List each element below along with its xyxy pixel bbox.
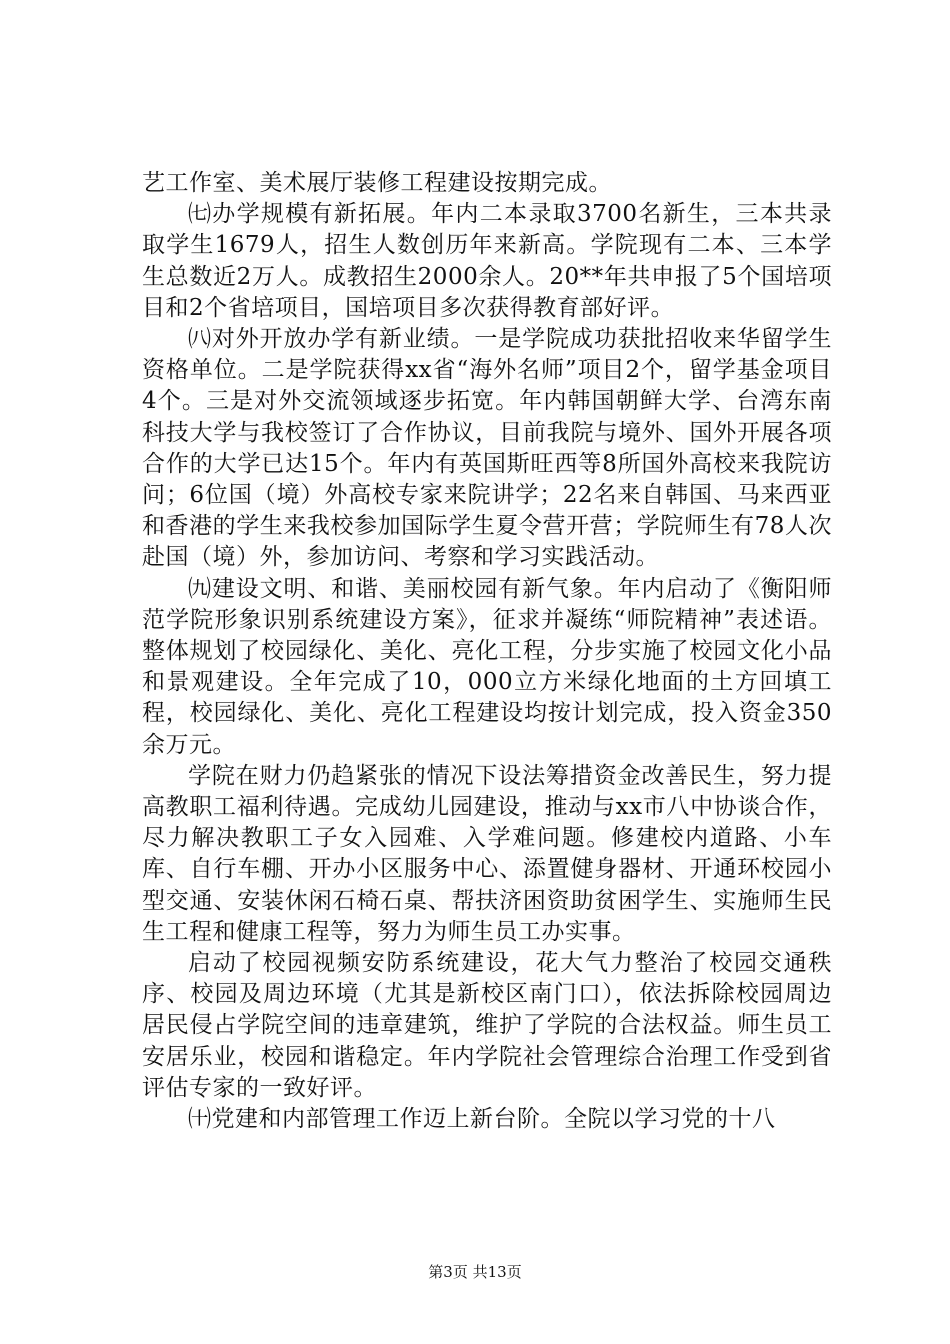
paragraph-enrollment: ㈦办学规模有新拓展。年内二本录取3700名新生，三本共录取学生1679人，招生人数创历年来新高。学院现有二本、三本学生总数近2万人。成教招生2000余人。20**年共申报了5个国培项目和2个省培项目，国培项目多次获得教育部好评。 <box>142 201 832 321</box>
paragraph-welfare: 学院在财力仍趋紧张的情况下设法筹措资金改善民生，努力提高教职工福利待遇。完成幼儿园建设，推动与xx市八中协谈合作，尽力解决教职工子女入园难、入学难问题。修建校内道路、小车库、自行车棚、开办小区服务中心、添置健身器材、开通环校园小型交通、安装休闲石椅石桌、帮扶济困资助贫困学生、实施师生民生工程和健康工程等，努力为师生员工办实事。 <box>142 762 832 945</box>
paragraph-party-building: ㈩党建和内部管理工作迈上新台阶。全院以学习党的十八 <box>188 1106 776 1133</box>
page-footer: 第3页 共13页 <box>428 1263 522 1281</box>
paragraph-continuation: 艺工作室、美术展厅装修工程建设按期完成。 <box>142 170 612 196</box>
paragraph-security: 启动了校园视频安防系统建设，花大气力整治了校园交通秩序、校园及周边环境（尤其是新校区南门口），依法拆除校园周边居民侵占学院空间的违章建筑，维护了学院的合法权益。师生员工安居乐业，校园和谐稳定。年内学院社会管理综合治理工作受到省评估专家的一致好评。 <box>142 950 832 1101</box>
paragraph-campus: ㈨建设文明、和谐、美丽校园有新气象。年内启动了《衡阳师范学院形象识别系统建设方案》，征求并凝练“师院精神”表述语。整体规划了校园绿化、美化、亮化工程，分步实施了校园文化小品和景观建设。全年完成了10，000立方米绿化地面的土方回填工程，校园绿化、美化、亮化工程建设均按计划完成，投入资金350余万元。 <box>142 575 832 758</box>
paragraph-international: ㈧对外开放办学有新业绩。一是学院成功获批招收来华留学生资格单位。二是学院获得xx省“海外名师”项目2个，留学基金项目4个。三是对外交流领域逐步拓宽。年内韩国朝鲜大学、台湾东南科技大学与我校签订了合作协议，目前我院与境外、国外开展各项合作的大学已达15个。年内有英国斯旺西等8所国外高校来我院访问；6位国（境）外高校专家来院讲学；22名来自韩国、马来西亚和香港的学生来我校参加国际学生夏令营开营；学院师生有78人次赴国（境）外，参加访问、考察和学习实践活动。 <box>142 326 832 571</box>
document-body <box>142 168 832 1135</box>
